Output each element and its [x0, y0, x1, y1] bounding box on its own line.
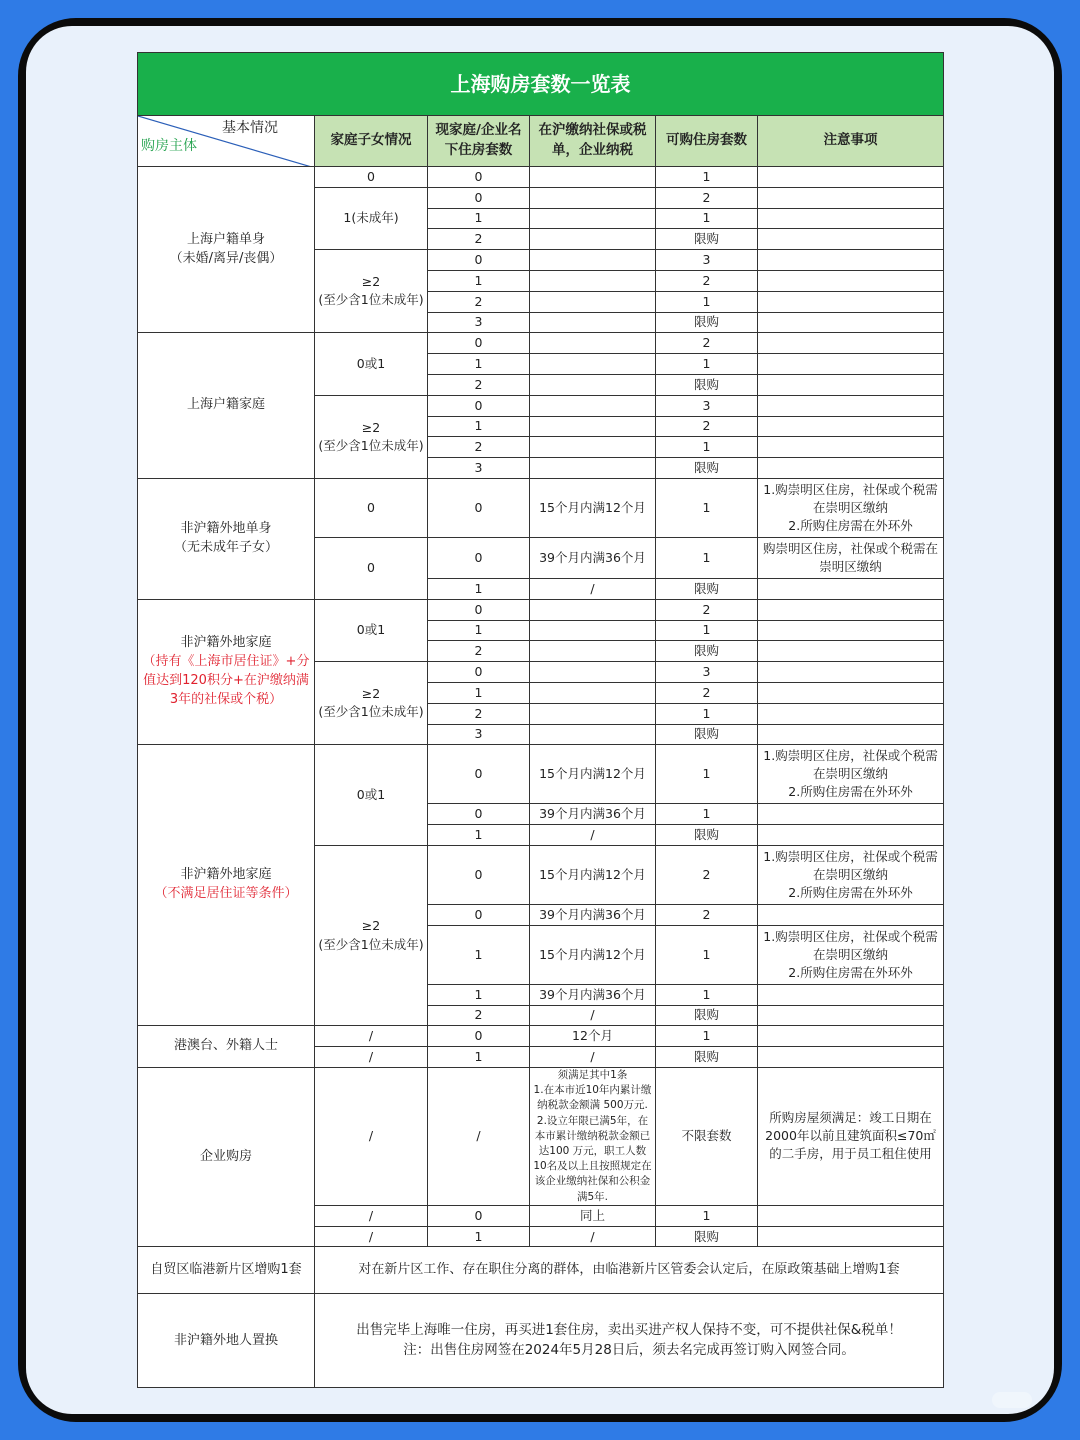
allowed-cell: 限购 [656, 641, 758, 662]
allowed-cell: 3 [656, 250, 758, 271]
allowed-cell: 2 [656, 682, 758, 703]
group-condition: （不满足居住证等条件） [154, 886, 298, 902]
owned-cell: / [428, 1067, 530, 1205]
allowed-cell: 限购 [656, 578, 758, 599]
note-cell [758, 984, 944, 1005]
owned-cell: 3 [428, 312, 530, 333]
header-allowed-count: 可购住房套数 [656, 116, 758, 167]
note-cell [758, 333, 944, 354]
tax-cell [530, 374, 656, 395]
allowed-cell: 限购 [656, 1047, 758, 1068]
tax-cell: / [530, 578, 656, 599]
allowed-cell: 1 [656, 537, 758, 578]
children-cell: ≥2 (至少含1位未成年) [315, 395, 428, 478]
allowed-cell: 1 [656, 208, 758, 229]
owned-cell: 1 [428, 578, 530, 599]
table-row [138, 478, 944, 537]
children-cell: / [315, 1026, 428, 1047]
tax-cell [530, 354, 656, 375]
note-cell [758, 250, 944, 271]
note-cell [758, 416, 944, 437]
group-sh-single: 上海户籍单身 （未婚/离异/丧偶） [138, 167, 315, 333]
note-cell [758, 1205, 944, 1226]
tax-cell [530, 682, 656, 703]
tax-cell: 15个月内满12个月 [530, 925, 656, 984]
table-row [138, 1026, 944, 1047]
tax-cell [530, 208, 656, 229]
owned-cell: 1 [428, 354, 530, 375]
children-cell: / [315, 1047, 428, 1068]
group-swap: 非沪籍外地人置换 [138, 1294, 315, 1388]
note-cell [758, 458, 944, 479]
allowed-cell: 2 [656, 904, 758, 925]
note-cell [758, 1005, 944, 1026]
owned-cell: 2 [428, 437, 530, 458]
allowed-cell: 1 [656, 1026, 758, 1047]
children-cell: 0 [315, 478, 428, 537]
owned-cell: 1 [428, 1047, 530, 1068]
tax-cell: 39个月内满36个月 [530, 804, 656, 825]
table-row [138, 333, 944, 354]
owned-cell: 0 [428, 804, 530, 825]
owned-cell: 1 [428, 1226, 530, 1247]
note-cell [758, 1226, 944, 1247]
table-row [138, 599, 944, 620]
tax-cell [530, 187, 656, 208]
note-cell [758, 270, 944, 291]
note-cell: 1.购崇明区住房，社保或个税需在崇明区缴纳 2.所购住房需在外环外 [758, 478, 944, 537]
group-condition: （持有《上海市居住证》+分值达到120积分+在沪缴纳满3年的社保或个税） [142, 654, 310, 707]
owned-cell: 0 [428, 395, 530, 416]
tax-cell [530, 229, 656, 250]
note-cell [758, 724, 944, 745]
header-notes: 注意事项 [758, 116, 944, 167]
note-cell: 1.购崇明区住房，社保或个税需在崇明区缴纳 2.所购住房需在外环外 [758, 925, 944, 984]
note-cell [758, 208, 944, 229]
tax-cell: 15个月内满12个月 [530, 845, 656, 904]
note-cell [758, 620, 944, 641]
note-cell [758, 437, 944, 458]
diagonal-header-cell [138, 116, 315, 167]
owned-cell: 0 [428, 537, 530, 578]
note-cell [758, 312, 944, 333]
tax-cell [530, 620, 656, 641]
allowed-cell: 限购 [656, 229, 758, 250]
owned-cell: 0 [428, 845, 530, 904]
note-cell [758, 804, 944, 825]
allowed-cell: 1 [656, 1205, 758, 1226]
tax-cell [530, 312, 656, 333]
allowed-cell: 限购 [656, 458, 758, 479]
owned-cell: 0 [428, 745, 530, 804]
table-row [138, 1294, 944, 1388]
owned-cell: 0 [428, 167, 530, 188]
note-cell [758, 229, 944, 250]
owned-cell: 3 [428, 724, 530, 745]
allowed-cell: 1 [656, 167, 758, 188]
allowed-cell: 限购 [656, 825, 758, 846]
allowed-cell: 3 [656, 395, 758, 416]
allowed-cell: 2 [656, 416, 758, 437]
children-cell: 0 [315, 167, 428, 188]
children-cell: 0或1 [315, 333, 428, 395]
allowed-cell: 1 [656, 437, 758, 458]
owned-cell: 0 [428, 250, 530, 271]
tax-cell [530, 395, 656, 416]
allowed-cell: 1 [656, 804, 758, 825]
owned-cell: 0 [428, 333, 530, 354]
owned-cell: 1 [428, 682, 530, 703]
note-cell [758, 904, 944, 925]
owned-cell: 2 [428, 1005, 530, 1026]
group-hk-macau-tw-foreign: 港澳台、外籍人士 [138, 1026, 315, 1068]
tax-cell: 39个月内满36个月 [530, 904, 656, 925]
group-nonlocal-single: 非沪籍外地单身 （无未成年子女） [138, 478, 315, 599]
children-cell: 0或1 [315, 745, 428, 846]
allowed-cell: 3 [656, 662, 758, 683]
table-row [138, 745, 944, 804]
allowed-cell: 限购 [656, 1226, 758, 1247]
header-row [138, 116, 944, 167]
allowed-cell: 2 [656, 845, 758, 904]
tax-cell [530, 291, 656, 312]
allowed-cell: 1 [656, 620, 758, 641]
note-cell [758, 641, 944, 662]
owned-cell: 1 [428, 416, 530, 437]
owned-cell: 1 [428, 208, 530, 229]
allowed-cell: 限购 [656, 312, 758, 333]
group-nonlocal-family-permit [138, 599, 315, 745]
note-cell: 1.购崇明区住房，社保或个税需在崇明区缴纳 2.所购住房需在外环外 [758, 845, 944, 904]
owned-cell: 1 [428, 620, 530, 641]
children-cell: 0 [315, 537, 428, 599]
allowed-cell: 1 [656, 984, 758, 1005]
tax-cell: 39个月内满36个月 [530, 537, 656, 578]
tax-cell [530, 662, 656, 683]
note-cell [758, 395, 944, 416]
tax-cell [530, 270, 656, 291]
tax-cell [530, 416, 656, 437]
tax-cell: 12个月 [530, 1026, 656, 1047]
owned-cell: 0 [428, 1026, 530, 1047]
owned-cell: 2 [428, 641, 530, 662]
group-nonlocal-family-no-permit [138, 745, 315, 1026]
allowed-cell: 限购 [656, 374, 758, 395]
note-cell [758, 291, 944, 312]
children-cell: ≥2 (至少含1位未成年) [315, 250, 428, 333]
table-row [138, 167, 944, 188]
allowed-cell: 2 [656, 187, 758, 208]
note-cell [758, 703, 944, 724]
note-cell [758, 682, 944, 703]
note-cell: 1.购崇明区住房，社保或个税需在崇明区缴纳 2.所购住房需在外环外 [758, 745, 944, 804]
tax-cell [530, 437, 656, 458]
tax-cell [530, 641, 656, 662]
children-cell: / [315, 1067, 428, 1205]
children-cell: ≥2 (至少含1位未成年) [315, 662, 428, 745]
allowed-cell: 1 [656, 291, 758, 312]
owned-cell: 1 [428, 270, 530, 291]
allowed-cell: 2 [656, 333, 758, 354]
owned-cell: 0 [428, 662, 530, 683]
children-cell: / [315, 1205, 428, 1226]
swap-policy: 出售完毕上海唯一住房，再买进1套住房，卖出买进产权人保持不变，可不提供社保&税单！ 注：出售住房网签在2024年5月28日后，须去名完成再签订购入网签合同。 [315, 1294, 944, 1388]
tax-cell: 15个月内满12个月 [530, 745, 656, 804]
group-sh-family: 上海户籍家庭 [138, 333, 315, 479]
note-cell [758, 1047, 944, 1068]
group-title: 非沪籍外地家庭 [180, 635, 272, 651]
owned-cell: 1 [428, 925, 530, 984]
note-cell [758, 578, 944, 599]
allowed-cell: 2 [656, 270, 758, 291]
watermark [992, 1392, 1032, 1408]
header-buyer-subject: 购房主体 [141, 137, 197, 154]
table-title: 上海购房套数一览表 [138, 53, 944, 116]
children-cell: 0或1 [315, 599, 428, 661]
note-cell [758, 374, 944, 395]
allowed-cell: 1 [656, 354, 758, 375]
tax-cell: 39个月内满36个月 [530, 984, 656, 1005]
allowed-cell: 不限套数 [656, 1067, 758, 1205]
header-tax-record: 在沪缴纳社保或税单，企业纳税 [530, 116, 656, 167]
tax-cell: 同上 [530, 1205, 656, 1226]
housing-quota-table [137, 52, 944, 1388]
owned-cell: 1 [428, 825, 530, 846]
tax-cell: / [530, 1047, 656, 1068]
note-cell [758, 1026, 944, 1047]
owned-cell: 2 [428, 703, 530, 724]
owned-cell: 0 [428, 478, 530, 537]
children-cell: ≥2 (至少含1位未成年) [315, 845, 428, 1025]
group-company: 企业购房 [138, 1067, 315, 1247]
owned-cell: 2 [428, 374, 530, 395]
tax-cell: 须满足其中1条 1.在本市近10年内累计缴纳税款金额满 500万元. 2.设立年限已满5年，在本市累计缴纳税款金额已达100 万元，职工人数 10名及以上且按照规定在该企业缴纳社保和公积金满5年. [530, 1067, 656, 1205]
policy-sheet [137, 52, 943, 1388]
note-cell [758, 354, 944, 375]
tax-cell: / [530, 825, 656, 846]
owned-cell: 3 [428, 458, 530, 479]
owned-cell: 0 [428, 599, 530, 620]
allowed-cell: 1 [656, 925, 758, 984]
note-cell [758, 167, 944, 188]
owned-cell: 0 [428, 904, 530, 925]
tax-cell: 15个月内满12个月 [530, 478, 656, 537]
tax-cell [530, 333, 656, 354]
note-cell: 所购房屋须满足：竣工日期在2000年以前且建筑面积≤70㎡的二手房，用于员工租住使用 [758, 1067, 944, 1205]
tax-cell [530, 250, 656, 271]
note-cell [758, 825, 944, 846]
owned-cell: 0 [428, 187, 530, 208]
tax-cell: / [530, 1226, 656, 1247]
table-row [138, 1067, 944, 1205]
tax-cell [530, 599, 656, 620]
tax-cell: / [530, 1005, 656, 1026]
header-children: 家庭子女情况 [315, 116, 428, 167]
allowed-cell: 限购 [656, 1005, 758, 1026]
children-cell: 1(未成年) [315, 187, 428, 249]
header-owned-count: 现家庭/企业名下住房套数 [428, 116, 530, 167]
allowed-cell: 1 [656, 745, 758, 804]
allowed-cell: 1 [656, 478, 758, 537]
tax-cell [530, 703, 656, 724]
allowed-cell: 限购 [656, 724, 758, 745]
owned-cell: 1 [428, 984, 530, 1005]
owned-cell: 2 [428, 229, 530, 250]
tax-cell [530, 724, 656, 745]
children-cell: / [315, 1226, 428, 1247]
note-cell: 购崇明区住房，社保或个税需在崇明区缴纳 [758, 537, 944, 578]
owned-cell: 2 [428, 291, 530, 312]
note-cell [758, 662, 944, 683]
lingang-policy: 对在新片区工作、存在职住分离的群体，由临港新片区管委会认定后，在原政策基础上增购1套 [315, 1247, 944, 1294]
allowed-cell: 2 [656, 599, 758, 620]
group-lingang: 自贸区临港新片区增购1套 [138, 1247, 315, 1294]
header-basic-info: 基本情况 [222, 120, 278, 136]
tax-cell [530, 167, 656, 188]
owned-cell: 0 [428, 1205, 530, 1226]
allowed-cell: 1 [656, 703, 758, 724]
note-cell [758, 599, 944, 620]
tax-cell [530, 458, 656, 479]
table-row [138, 1247, 944, 1294]
note-cell [758, 187, 944, 208]
group-title: 非沪籍外地家庭 [180, 867, 272, 883]
